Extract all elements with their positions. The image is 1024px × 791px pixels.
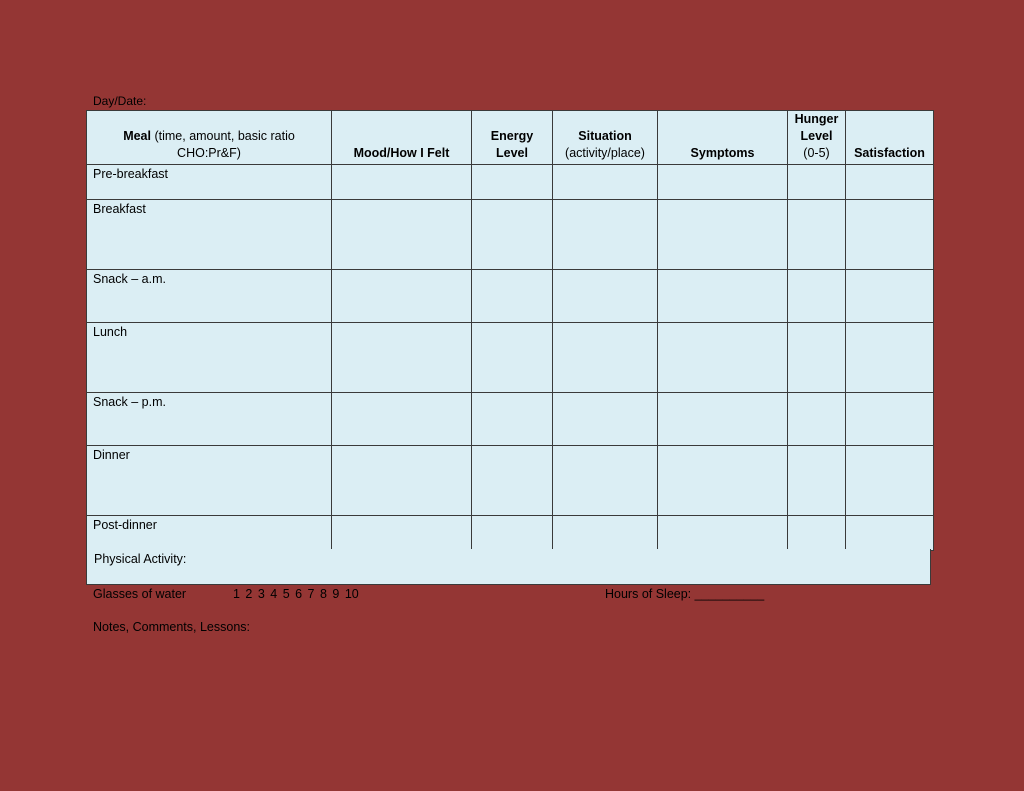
header-hunger-line1: Hunger — [794, 112, 839, 126]
cell-hunger[interactable] — [788, 200, 846, 270]
cell-mood[interactable] — [332, 165, 472, 200]
cell-situation[interactable] — [553, 200, 658, 270]
cell-satisfaction[interactable] — [846, 516, 934, 551]
notes-label: Notes, Comments, Lessons: — [93, 620, 251, 634]
row-label-pre-breakfast: Pre-breakfast — [87, 165, 332, 200]
cell-mood[interactable] — [332, 200, 472, 270]
water-label: Glasses of water — [93, 587, 187, 601]
cell-satisfaction[interactable] — [846, 200, 934, 270]
table-row — [87, 516, 934, 551]
cell-hunger[interactable] — [788, 446, 846, 516]
cell-energy[interactable] — [472, 393, 553, 446]
cell-satisfaction[interactable] — [846, 446, 934, 516]
cell-situation[interactable] — [553, 323, 658, 393]
cell-mood[interactable] — [332, 393, 472, 446]
header-symptoms — [658, 111, 788, 165]
header-energy-line1: Energy — [490, 129, 534, 143]
physical-activity-label: Physical Activity: — [94, 552, 187, 566]
cell-situation[interactable] — [553, 516, 658, 551]
cell-symptoms[interactable] — [658, 446, 788, 516]
header-mood-text: Mood/How I Felt — [353, 146, 450, 160]
cell-situation[interactable] — [553, 393, 658, 446]
cell-symptoms[interactable] — [658, 393, 788, 446]
cell-energy[interactable] — [472, 516, 553, 551]
header-symptoms-text: Symptoms — [690, 146, 755, 160]
cell-situation[interactable] — [553, 165, 658, 200]
row-label-breakfast: Breakfast — [87, 200, 332, 270]
cell-hunger[interactable] — [788, 516, 846, 551]
cell-situation[interactable] — [553, 270, 658, 323]
cell-symptoms[interactable] — [658, 323, 788, 393]
physical-activity-box[interactable] — [86, 549, 931, 585]
cell-satisfaction[interactable] — [846, 393, 934, 446]
header-mood — [332, 111, 472, 165]
row-label-dinner: Dinner — [87, 446, 332, 516]
cell-satisfaction[interactable] — [846, 323, 934, 393]
header-hunger-line3: (0-5) — [803, 146, 830, 160]
row-label-snack-am: Snack – a.m. — [87, 270, 332, 323]
header-energy — [472, 111, 553, 165]
day-date-label: Day/Date: — [93, 94, 147, 108]
water-glasses-scale: 1 2 3 4 5 6 7 8 9 10 — [233, 587, 359, 601]
table-row — [87, 270, 934, 323]
cell-energy[interactable] — [472, 446, 553, 516]
cell-situation[interactable] — [553, 446, 658, 516]
cell-energy[interactable] — [472, 270, 553, 323]
cell-symptoms[interactable] — [658, 516, 788, 551]
cell-mood[interactable] — [332, 446, 472, 516]
header-meal-detail-line1: (time, amount, basic ratio — [154, 129, 295, 143]
header-meal — [87, 111, 332, 165]
header-situation-line2: (activity/place) — [565, 146, 645, 160]
cell-energy[interactable] — [472, 200, 553, 270]
food-mood-log-table — [86, 110, 934, 551]
header-energy-line2: Level — [496, 146, 528, 160]
cell-symptoms[interactable] — [658, 165, 788, 200]
table-header-row — [87, 111, 934, 165]
table-row — [87, 446, 934, 516]
row-label-snack-pm: Snack – p.m. — [87, 393, 332, 446]
cell-hunger[interactable] — [788, 393, 846, 446]
cell-symptoms[interactable] — [658, 270, 788, 323]
cell-symptoms[interactable] — [658, 200, 788, 270]
cell-hunger[interactable] — [788, 165, 846, 200]
cell-mood[interactable] — [332, 323, 472, 393]
header-meal-bold: Meal — [123, 129, 151, 143]
table-row — [87, 323, 934, 393]
header-hunger-line2: Level — [800, 129, 833, 143]
row-label-post-dinner: Post-dinner — [87, 516, 332, 551]
header-hunger — [788, 111, 846, 165]
cell-satisfaction[interactable] — [846, 270, 934, 323]
table-row — [87, 165, 934, 200]
header-satisfaction-text: Satisfaction — [854, 146, 925, 160]
row-label-lunch: Lunch — [87, 323, 332, 393]
cell-energy[interactable] — [472, 165, 553, 200]
cell-satisfaction[interactable] — [846, 165, 934, 200]
table-row — [87, 393, 934, 446]
table-row — [87, 200, 934, 270]
header-situation — [553, 111, 658, 165]
cell-hunger[interactable] — [788, 323, 846, 393]
header-satisfaction — [846, 111, 934, 165]
hours-of-sleep-field: Hours of Sleep: __________ — [605, 587, 765, 601]
header-situation-line1: Situation — [578, 129, 632, 143]
header-meal-detail-line2: CHO:Pr&F) — [177, 146, 241, 160]
cell-energy[interactable] — [472, 323, 553, 393]
cell-mood[interactable] — [332, 270, 472, 323]
cell-hunger[interactable] — [788, 270, 846, 323]
cell-mood[interactable] — [332, 516, 472, 551]
